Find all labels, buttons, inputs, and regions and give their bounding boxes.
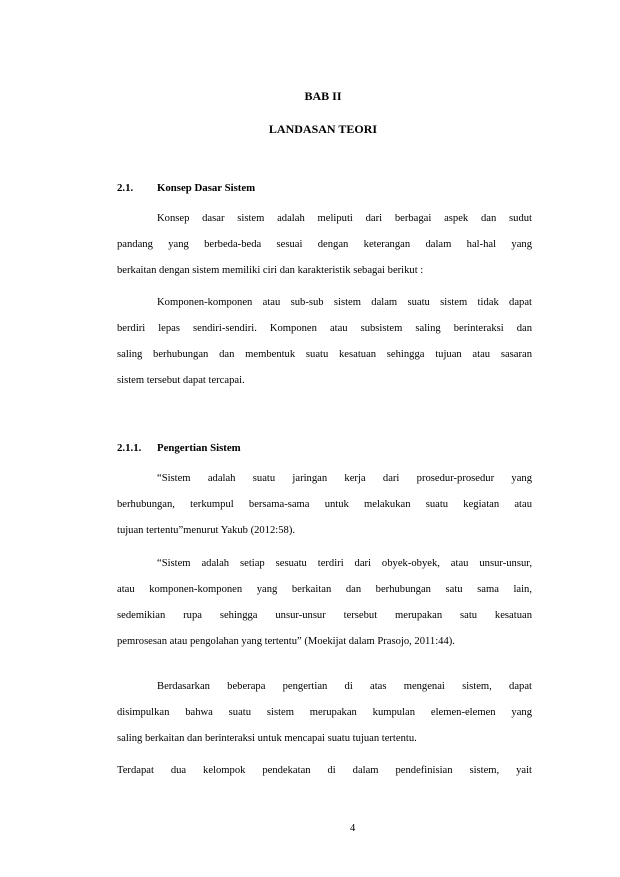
text-line: berdiri lepas sendiri-sendiri. Komponen atau subsistem saling berinteraksi dan [117, 323, 532, 334]
text-line: “Sistem adalah suatu jaringan kerja dari prosedur-prosedur yang [157, 473, 532, 484]
text-line: Berdasarkan beberapa pengertian di atas mengenai sistem, dapat [157, 681, 532, 692]
text-line: “Sistem adalah setiap sesuatu terdiri dari obyek-obyek, atau unsur-unsur, [157, 558, 532, 569]
text-line: pemrosesan atau pengolahan yang tertentu” (Moekijat dalam Prasojo, 2011:44). [117, 636, 455, 647]
text-line: pandang yang berbeda-beda sesuai dengan keterangan dalam hal-hal yang [117, 239, 532, 250]
text-line: tujuan tertentu”menurut Yakub (2012:58). [117, 525, 296, 536]
paragraph-definisi-yakub [117, 466, 532, 544]
text-line: disimpulkan bahwa suatu sistem merupakan kumpulan elemen-elemen yang [117, 707, 532, 718]
text-line: saling berhubungan dan membentuk suatu kesatuan sehingga tujuan atau sasaran [117, 349, 532, 360]
paragraph-komponen [117, 290, 532, 394]
text-line: saling berkaitan dan berinteraksi untuk mencapai suatu tujuan tertentu. [117, 733, 417, 744]
section-number: 2.1.1. [117, 442, 142, 454]
section-title: Konsep Dasar Sistem [157, 182, 256, 194]
paragraph-kesimpulan [117, 674, 532, 752]
section-title: Pengertian Sistem [157, 442, 241, 454]
text-line: sistem tersebut dapat tercapai. [117, 375, 245, 386]
paragraph-pendekatan [117, 758, 532, 784]
chapter-title: LANDASAN TEORI [268, 122, 378, 136]
section-number: 2.1. [117, 182, 134, 194]
text-line: Konsep dasar sistem adalah meliputi dari berbagai aspek dan sudut [157, 213, 532, 224]
section-heading-2-1 [117, 182, 255, 194]
text-line: Komponen-komponen atau sub-sub sistem dalam suatu sistem tidak dapat [157, 297, 532, 308]
page-number: 4 [350, 823, 356, 834]
section-heading-2-1-1 [117, 442, 241, 454]
paragraph-konsep-dasar [117, 206, 532, 284]
paragraph-definisi-moekijat [117, 551, 532, 655]
text-line: berhubungan, terkumpul bersama-sama untuk melakukan suatu kegiatan atau [117, 499, 532, 510]
text-line: berkaitan dengan sistem memiliki ciri dan karakteristik sebagai berikut : [117, 265, 424, 276]
text-line: Terdapat dua kelompok pendekatan di dalam pendefinisian sistem, yait [117, 765, 532, 776]
text-line: sedemikian rupa sehingga unsur-unsur tersebut merupakan satu kesatuan [117, 610, 532, 621]
chapter-number: BAB II [304, 89, 342, 103]
text-line: atau komponen-komponen yang berkaitan dan berhubungan satu sama lain, [117, 584, 532, 595]
